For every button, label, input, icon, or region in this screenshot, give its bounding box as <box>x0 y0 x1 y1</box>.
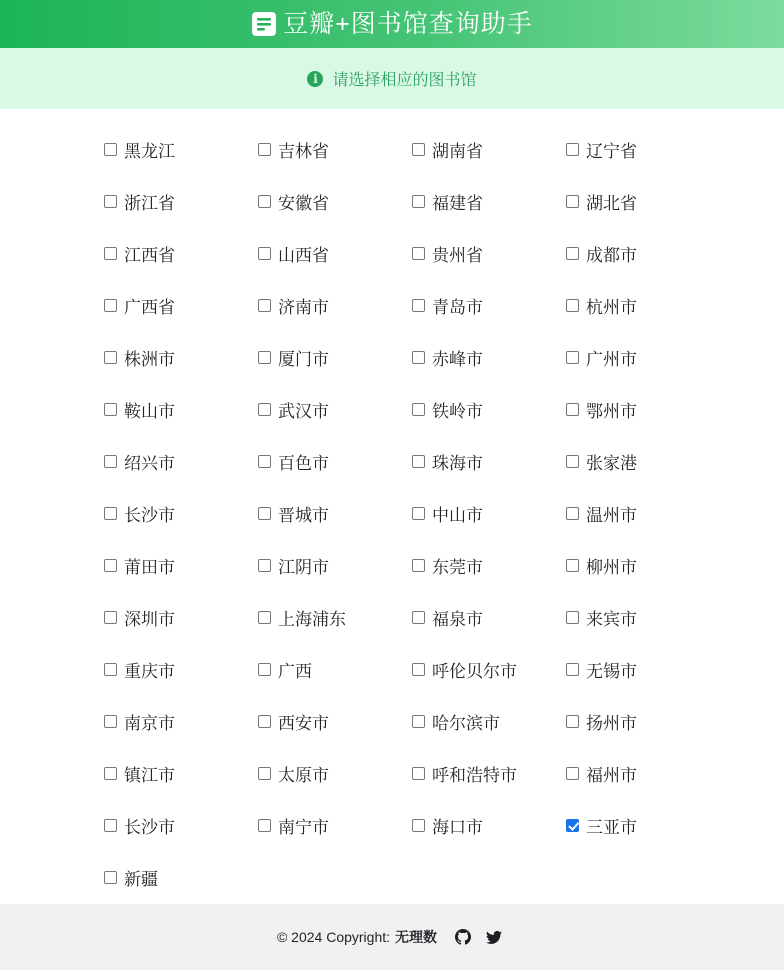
library-option[interactable] <box>104 501 258 526</box>
library-option[interactable] <box>104 813 258 838</box>
library-option[interactable] <box>258 761 412 786</box>
library-checkbox[interactable] <box>412 507 425 520</box>
library-checkbox[interactable] <box>412 195 425 208</box>
library-list-section <box>0 109 784 904</box>
library-label: 上海浦东 <box>278 609 346 629</box>
library-label: 呼伦贝尔市 <box>432 661 517 681</box>
library-option[interactable] <box>104 293 258 318</box>
library-label: 重庆市 <box>124 661 175 681</box>
library-checkbox[interactable] <box>566 351 579 364</box>
library-option[interactable] <box>412 189 566 214</box>
library-label: 武汉市 <box>278 401 329 421</box>
library-label: 三亚市 <box>586 817 637 837</box>
library-checkbox[interactable] <box>566 403 579 416</box>
library-option[interactable] <box>566 657 720 682</box>
library-option[interactable] <box>104 761 258 786</box>
library-checkbox[interactable] <box>258 299 271 312</box>
notice-bar <box>0 48 784 109</box>
library-label: 青岛市 <box>432 297 483 317</box>
library-label: 贵州省 <box>432 245 483 265</box>
library-checkbox[interactable] <box>412 299 425 312</box>
library-option[interactable] <box>104 709 258 734</box>
library-label: 张家港 <box>586 453 637 473</box>
library-checkbox[interactable] <box>566 299 579 312</box>
library-checkbox[interactable] <box>258 767 271 780</box>
library-checkbox[interactable] <box>566 143 579 156</box>
library-checkbox[interactable] <box>258 819 271 832</box>
library-label: 东莞市 <box>432 557 483 577</box>
library-option[interactable] <box>412 761 566 786</box>
library-option[interactable] <box>104 449 258 474</box>
library-option[interactable] <box>412 293 566 318</box>
library-checkbox[interactable] <box>566 611 579 624</box>
library-label: 成都市 <box>586 245 637 265</box>
library-label: 广西 <box>278 661 312 681</box>
library-option[interactable] <box>412 137 566 162</box>
library-label: 海口市 <box>432 817 483 837</box>
library-checkbox[interactable] <box>412 247 425 260</box>
library-option[interactable] <box>412 345 566 370</box>
library-label: 中山市 <box>432 505 483 525</box>
library-label: 山西省 <box>278 245 329 265</box>
library-label: 黑龙江 <box>124 141 175 161</box>
twitter-icon[interactable] <box>486 929 502 945</box>
library-option[interactable] <box>258 449 412 474</box>
library-label: 西安市 <box>278 713 329 733</box>
library-option[interactable] <box>258 657 412 682</box>
library-option[interactable] <box>258 813 412 838</box>
library-label: 赤峰市 <box>432 349 483 369</box>
library-checkbox[interactable] <box>258 351 271 364</box>
library-label: 珠海市 <box>432 453 483 473</box>
library-checkbox[interactable] <box>104 195 117 208</box>
library-label: 厦门市 <box>278 349 329 369</box>
library-checkbox[interactable] <box>104 403 117 416</box>
library-checkbox[interactable] <box>258 715 271 728</box>
library-option[interactable] <box>566 241 720 266</box>
page-footer <box>0 904 784 970</box>
library-label: 铁岭市 <box>432 401 483 421</box>
library-checkbox[interactable] <box>258 403 271 416</box>
copyright-text: © 2024 Copyright: <box>276 929 391 945</box>
library-label: 长沙市 <box>124 817 175 837</box>
library-option[interactable] <box>566 293 720 318</box>
library-label: 浙江省 <box>124 193 175 213</box>
library-option[interactable] <box>566 345 720 370</box>
library-label: 绍兴市 <box>124 453 175 473</box>
library-checkbox[interactable] <box>104 871 117 884</box>
library-option[interactable] <box>104 345 258 370</box>
library-label: 柳州市 <box>586 557 637 577</box>
library-option[interactable] <box>412 449 566 474</box>
library-checkbox[interactable] <box>566 715 579 728</box>
library-checkbox[interactable] <box>566 819 579 832</box>
github-icon[interactable] <box>455 929 471 945</box>
library-label: 株洲市 <box>124 349 175 369</box>
library-checkbox[interactable] <box>412 351 425 364</box>
library-option[interactable] <box>412 657 566 682</box>
library-checkbox[interactable] <box>258 663 271 676</box>
library-label: 莆田市 <box>124 557 175 577</box>
library-option[interactable] <box>566 709 720 734</box>
library-checkbox[interactable] <box>104 507 117 520</box>
library-checkbox[interactable] <box>412 611 425 624</box>
library-option[interactable] <box>258 501 412 526</box>
library-option[interactable] <box>104 137 258 162</box>
library-option[interactable] <box>258 553 412 578</box>
library-label: 福泉市 <box>432 609 483 629</box>
author-name: 无理数 <box>395 929 438 945</box>
library-label: 广州市 <box>586 349 637 369</box>
library-checkbox[interactable] <box>566 247 579 260</box>
library-option[interactable] <box>258 189 412 214</box>
library-option[interactable] <box>566 605 720 630</box>
library-checkbox[interactable] <box>566 663 579 676</box>
library-checkbox[interactable] <box>412 663 425 676</box>
library-option[interactable] <box>412 501 566 526</box>
library-option[interactable] <box>566 397 720 422</box>
library-option[interactable] <box>412 605 566 630</box>
library-checkbox[interactable] <box>104 559 117 572</box>
library-label: 湖南省 <box>432 141 483 161</box>
library-checkbox[interactable] <box>566 507 579 520</box>
library-option[interactable] <box>104 189 258 214</box>
library-checkbox[interactable] <box>566 767 579 780</box>
library-label: 福州市 <box>586 765 637 785</box>
library-option[interactable] <box>104 865 258 890</box>
library-checkbox[interactable] <box>412 455 425 468</box>
library-option[interactable] <box>566 813 720 838</box>
app-title: 豆瓣+图书馆查询助手 <box>283 9 533 38</box>
library-option[interactable] <box>104 605 258 630</box>
library-checkbox[interactable] <box>412 715 425 728</box>
library-checkbox[interactable] <box>258 143 271 156</box>
library-option[interactable] <box>566 189 720 214</box>
library-checkbox[interactable] <box>566 559 579 572</box>
library-label: 扬州市 <box>586 713 637 733</box>
library-checkbox[interactable] <box>412 143 425 156</box>
library-checkbox[interactable] <box>104 455 117 468</box>
library-checkbox[interactable] <box>104 351 117 364</box>
library-label: 镇江市 <box>124 765 175 785</box>
library-label: 鄂州市 <box>586 401 637 421</box>
library-checkbox[interactable] <box>412 819 425 832</box>
library-option[interactable] <box>258 709 412 734</box>
library-option[interactable] <box>412 553 566 578</box>
library-option[interactable] <box>258 293 412 318</box>
library-label: 呼和浩特市 <box>432 765 517 785</box>
library-option[interactable] <box>258 397 412 422</box>
library-label: 深圳市 <box>124 609 175 629</box>
library-option[interactable] <box>258 605 412 630</box>
library-label: 江西省 <box>124 245 175 265</box>
book-icon <box>251 11 277 37</box>
library-label: 福建省 <box>432 193 483 213</box>
library-checkbox[interactable] <box>104 819 117 832</box>
library-option[interactable] <box>258 137 412 162</box>
library-checkbox[interactable] <box>566 195 579 208</box>
library-checkbox[interactable] <box>104 611 117 624</box>
library-option[interactable] <box>566 501 720 526</box>
library-label: 太原市 <box>278 765 329 785</box>
library-option[interactable] <box>104 397 258 422</box>
app-header <box>0 0 784 48</box>
library-label: 新疆 <box>124 869 158 889</box>
library-option[interactable] <box>258 345 412 370</box>
library-checkbox[interactable] <box>104 299 117 312</box>
library-label: 安徽省 <box>278 193 329 213</box>
library-option[interactable] <box>412 813 566 838</box>
library-checkbox[interactable] <box>412 559 425 572</box>
library-checkbox[interactable] <box>258 195 271 208</box>
library-checkbox[interactable] <box>104 767 117 780</box>
library-option[interactable] <box>412 709 566 734</box>
library-label: 长沙市 <box>124 505 175 525</box>
library-checkbox[interactable] <box>258 507 271 520</box>
library-label: 江阴市 <box>278 557 329 577</box>
library-option[interactable] <box>412 241 566 266</box>
library-checkbox[interactable] <box>104 143 117 156</box>
library-checkbox[interactable] <box>258 455 271 468</box>
library-checkbox[interactable] <box>258 559 271 572</box>
info-circle-icon: i <box>307 71 323 87</box>
library-option[interactable] <box>104 241 258 266</box>
library-option[interactable] <box>566 553 720 578</box>
library-option[interactable] <box>258 241 412 266</box>
library-label: 晋城市 <box>278 505 329 525</box>
library-option[interactable] <box>566 137 720 162</box>
library-label: 南京市 <box>124 713 175 733</box>
library-option[interactable] <box>566 449 720 474</box>
library-checkbox[interactable] <box>258 247 271 260</box>
library-checkbox[interactable] <box>566 455 579 468</box>
library-checkbox[interactable] <box>104 247 117 260</box>
library-checkbox[interactable] <box>412 767 425 780</box>
library-checkbox[interactable] <box>104 715 117 728</box>
library-label: 湖北省 <box>586 193 637 213</box>
library-checkbox[interactable] <box>258 611 271 624</box>
library-label: 济南市 <box>278 297 329 317</box>
library-label: 南宁市 <box>278 817 329 837</box>
library-label: 温州市 <box>586 505 637 525</box>
library-label: 无锡市 <box>586 661 637 681</box>
library-label: 广西省 <box>124 297 175 317</box>
library-option[interactable] <box>104 553 258 578</box>
library-option[interactable] <box>566 761 720 786</box>
notice-text: 请选择相应的图书馆 <box>332 72 477 89</box>
library-checkbox[interactable] <box>412 403 425 416</box>
library-label: 辽宁省 <box>586 141 637 161</box>
library-label: 来宾市 <box>586 609 637 629</box>
library-label: 哈尔滨市 <box>432 713 500 733</box>
library-label: 杭州市 <box>586 297 637 317</box>
library-option[interactable] <box>104 657 258 682</box>
library-checkbox[interactable] <box>104 663 117 676</box>
library-grid <box>104 123 784 903</box>
library-option[interactable] <box>412 397 566 422</box>
library-label: 百色市 <box>278 453 329 473</box>
library-label: 吉林省 <box>278 141 329 161</box>
library-label: 鞍山市 <box>124 401 175 421</box>
